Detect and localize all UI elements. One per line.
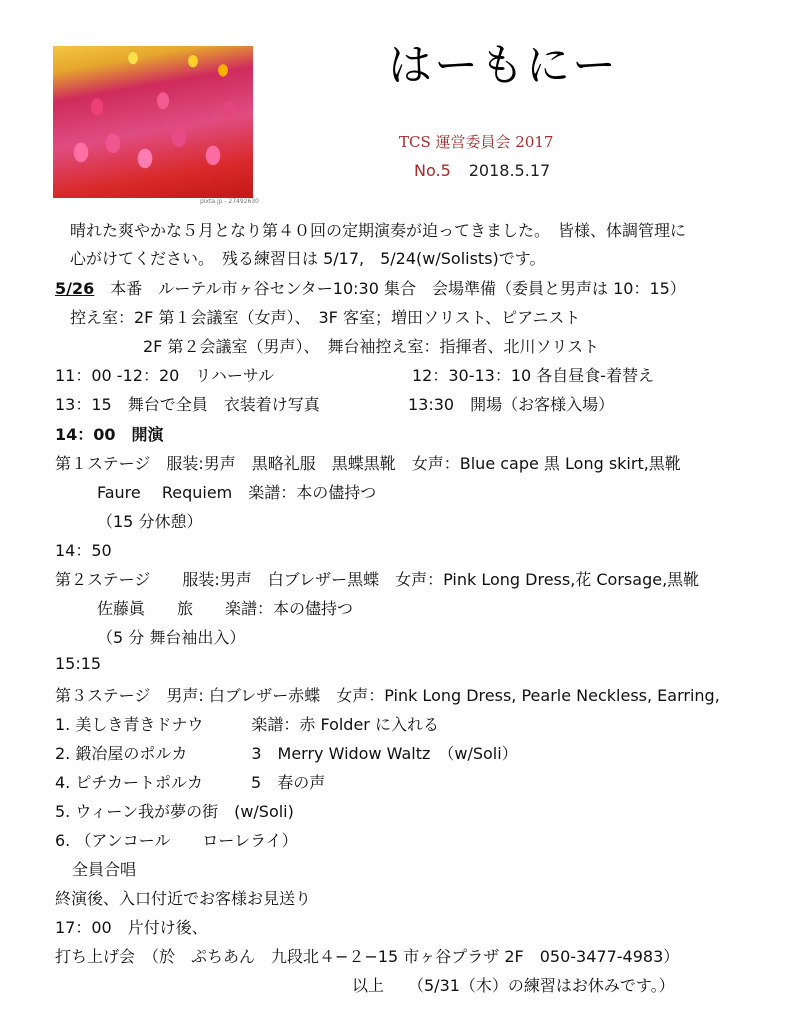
stage3-item-3: 4. ピチカートポルカ 5 春の声: [55, 773, 326, 792]
stage3-item-4: 5. ウィーン我が夢の街 (w/Soli): [55, 802, 294, 821]
doors-open-time: 13:30 開場（お客様入場）: [408, 395, 615, 414]
tulip-field-photo: [53, 46, 253, 198]
stage3-header: 第３ステージ 男声: 白ブレザー赤蝶 女声：Pink Long Dress, Pearle Neckless, Earring,: [55, 686, 720, 705]
show-start-time: 14：00 開演: [55, 425, 164, 444]
intro-line-1: 晴れた爽やかな５月となり第４０回の定期演奏が迫ってきました。 皆様、体調管理に: [70, 221, 687, 240]
stage1-header: 第１ステージ 服装:男声 黒略礼服 黒蝶黒靴 女声：Blue cape 黒 Long skirt,黒靴: [55, 454, 681, 473]
after-party-line: 打ち上げ会 （於 ぷちあん 九段北４−２−15 市ヶ谷プラザ 2F 050-3477-4983）: [55, 947, 680, 966]
stage3-item-6: 全員合唱: [72, 860, 137, 879]
lunch-time: 12：30-13：10 各自昼食-着替え: [412, 366, 655, 385]
see-off-line: 終演後、入口付近でお客様お見送り: [55, 889, 312, 908]
stage3-item-2: 2. 鍛冶屋のポルカ 3 Merry Widow Waltz （w/Soli）: [55, 744, 518, 763]
stage1-break: （15 分休憩）: [97, 512, 203, 531]
issue-info: [414, 161, 550, 180]
closing-note: 以上 （5/31（木）の練習はお休みです。）: [352, 976, 675, 995]
newsletter-title: はーもにー: [388, 40, 618, 91]
issue-number: No.5: [414, 161, 451, 180]
cleanup-line: 17：00 片付け後、: [55, 918, 208, 937]
stage2-works: 佐藤眞 旅 楽譜：本の儘持つ: [97, 599, 354, 618]
intro-line-2: 心がけてください。 残る練習日は 5/17, 5/24(w/Solists)です。: [70, 249, 546, 268]
stage2-break: （5 分 舞台袖出入）: [97, 628, 246, 647]
rehearsal-time: 11：00 -12：20 リハーサル: [55, 366, 275, 385]
stage2-time: 14：50: [55, 541, 112, 560]
stage2-header: 第２ステージ 服装:男声 白ブレザー黒蝶 女声：Pink Long Dress,花 Corsage,黒靴: [55, 570, 700, 589]
issue-date: 2018.5.17: [468, 161, 551, 180]
photo-time: 13：15 舞台で全員 衣装着け写真: [55, 395, 320, 414]
stage1-works: Faure Requiem 楽譜：本の儘持つ: [97, 483, 377, 502]
newsletter-subtitle: TCS 運営委員会 2017: [399, 133, 554, 151]
performance-details: 本番 ルーテル市ヶ谷センター10:30 集合 会場準備（委員と男声は 10：15）: [94, 279, 686, 298]
stage3-time: 15:15: [55, 654, 102, 673]
photo-credit: pixta.jp - 27492630: [200, 198, 259, 205]
stage3-item-5: 6. （アンコール ローレライ）: [55, 831, 298, 850]
performance-date: 5/26: [55, 279, 95, 298]
stage3-item-1: 1. 美しき青きドナウ 楽譜：赤 Folder に入れる: [55, 715, 439, 734]
rooms-line-1: 控え室：2F 第１会議室（女声）、 3F 客室；増田ソリスト、ピアニスト: [70, 308, 581, 327]
rooms-line-2: 2F 第２会議室（男声）、 舞台袖控え室：指揮者、北川ソリスト: [143, 337, 600, 356]
main-performance-line: [55, 276, 686, 299]
